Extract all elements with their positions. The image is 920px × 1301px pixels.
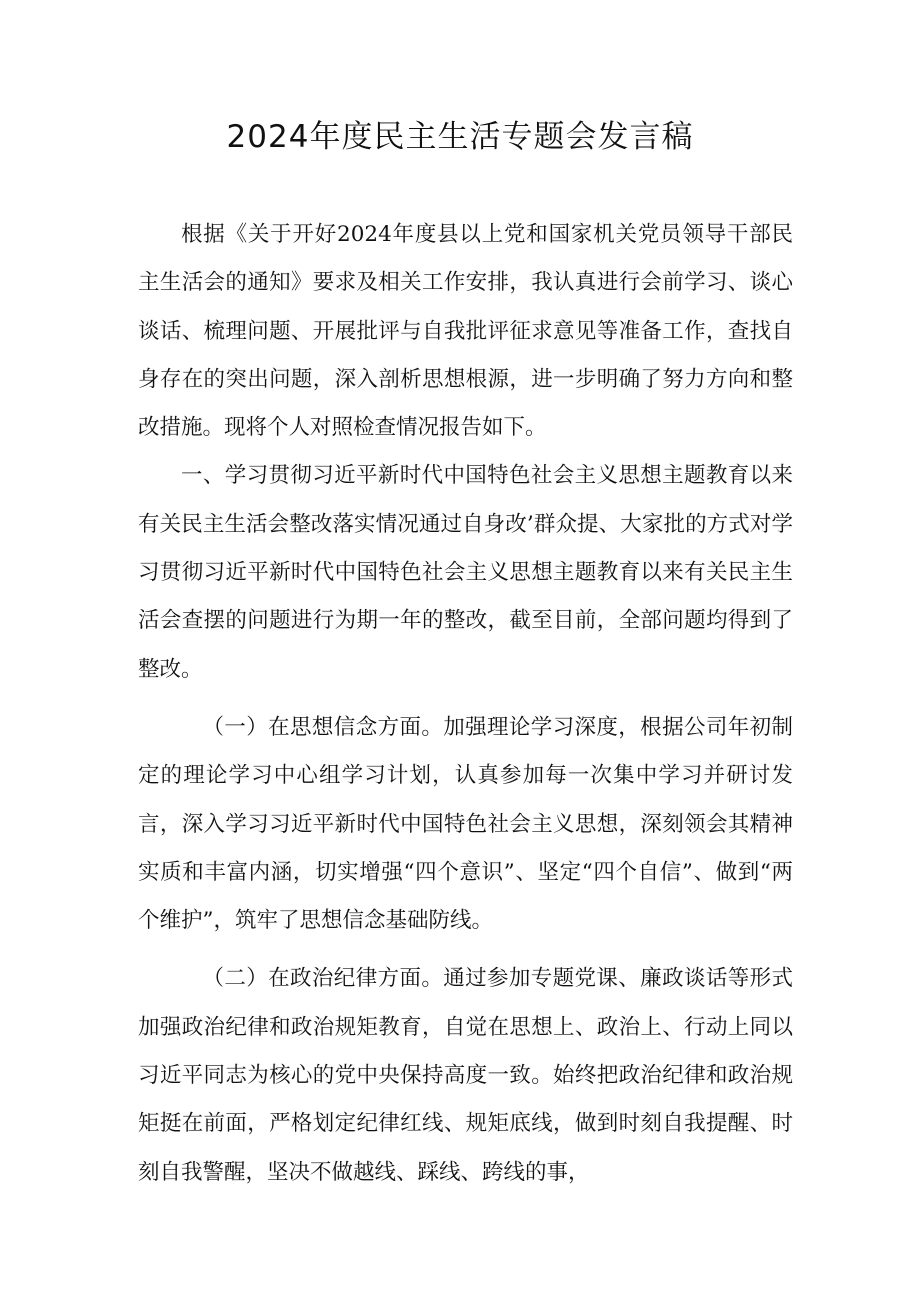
paragraph-intro: 根据《关于开好2024年度县以上党和国家机关党员领导干部民主生活会的通知》要求及相关工作安排，我认真进行会前学习、谈心谈话、梳理问题、开展批评与自我批评征求意见等准备工作，查找自身存在的突出问题，深入剖析思想根源，进一步明确了努力方向和整改措施。现将个人对照检查情况报告如下。 xyxy=(138,222,793,441)
paragraph-subsection-1: （一）在思想信念方面。加强理论学习深度，根据公司年初制定的理论学习中心组学习计划，认真参加每一次集中学习并研讨发言，深入学习习近平新时代中国特色社会主义思想，深刻领会其精神实质和丰富内涵，切实增强“四个意识”、坚定“四个自信”、做到“两个维护”，筑牢了思想信念基础防线。 xyxy=(138,714,793,934)
paragraph-section-1: 一、学习贯彻习近平新时代中国特色社会主义思想主题教育以来有关民主生活会整改落实情况通过自身改’群众提、大家批的方式对学习贯彻习近平新时代中国特色社会主义思想主题教育以来有关民主生活会查摆的问题进行为期一年的整改，截至目前，全部问题均得到了整改。 xyxy=(138,463,793,682)
document-title: 2024年度民主生活专题会发言稿 xyxy=(226,119,694,155)
paragraph-subsection-2: （二）在政治纪律方面。通过参加专题党课、廉政谈话等形式加强政治纪律和政治规矩教育，自觉在思想上、政治上、行动上同以习近平同志为核心的党中央保持高度一致。始终把政治纪律和政治规矩挺在前面，严格划定纪律红线、规矩底线，做到时刻自我提醒、时刻自我警醒，坚决不做越线、踩线、跨线的事， xyxy=(138,966,793,1185)
document-body xyxy=(138,211,793,1197)
